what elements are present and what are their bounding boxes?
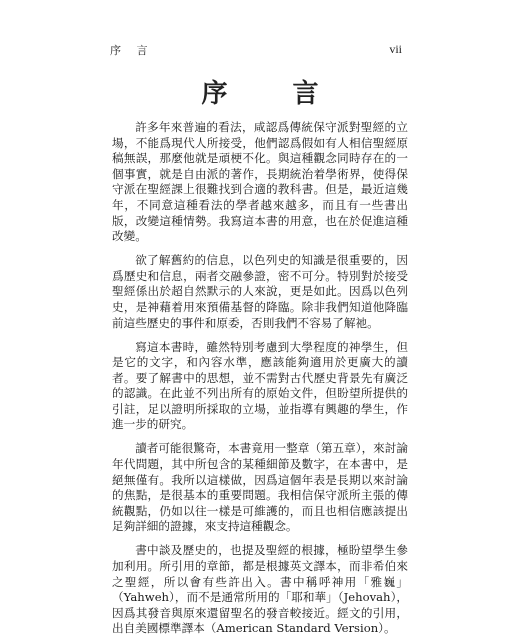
running-head-title: 序 言 xyxy=(110,44,154,57)
paragraph: 讀者可能很驚奇，本書竟用一整章（第五章），來討論年代問題，其中所包含的某種細節及數字，在本書中，是絕無僅有。我所以這樣做，因爲這個年表是長期以來討論的焦點，是很基本的重要問題。我相信保守派所主張的傳統觀點，仍如以往一樣是可維護的，而且也相信應該提出足夠詳細的證據，來支持這種觀念。 xyxy=(112,441,408,534)
running-head xyxy=(110,42,402,58)
page-number: vii xyxy=(389,42,402,56)
paragraph: 寫這本書時，雖然特別考慮到大學程度的神學生，但是它的文字，和內容水準，應該能夠適用於更廣大的讀者。要了解書中的思想，並不需對古代歷史背景先有廣泛的認識。在此並不列出所有的原始文件，但盼望所提供的引註，足以證明所採取的立場，並指導有興趣的學生，作進一步的研究。 xyxy=(112,339,408,432)
chapter-title: 序 言 xyxy=(201,79,347,109)
body-text xyxy=(112,120,408,637)
paragraph: 欲了解舊約的信息，以色列史的知識是很重要的，因爲歷史和信息，兩者交融參證，密不可分。特別對於接受聖經係出於超自然默示的人來說，更是如此。因爲以色列史，是神藉着用來預備基督的降臨。除非我們知道他降臨前這些歷史的事件和原委，否則我們不容易了解祂。 xyxy=(112,253,408,330)
paragraph: 許多年來普遍的看法，咸認爲傳統保守派對聖經的立場，不能爲現代人所接受，他們認爲假如有人相信聖經原稿無誤，那麼他就是頑梗不化。與這種觀念同時存在的一個事實，就是自由派的著作，長期統治着學術界，使得保守派在聖經課上很難找到合適的教科書。但是，最近這幾年，不同意這種看法的學者越來越多，而且有一些書出版，改變這種情勢。我寫這本書的用意，也在於促進這種改變。 xyxy=(112,120,408,244)
paragraph: 書中談及歷史的，也提及聖經的根據，極盼望學生參加利用。所引用的章節，都是根據英文譯本，而非希伯來之聖經，所以會有些許出入。書中稱呼神用「雅巍」（Yahweh），而不是通常所用的「耶和華」（Jehovah），因爲其發音與原來還留聖名的發音較接近。經文的引用，出自美國標準譯本（American Standard Version）。 xyxy=(112,543,408,636)
